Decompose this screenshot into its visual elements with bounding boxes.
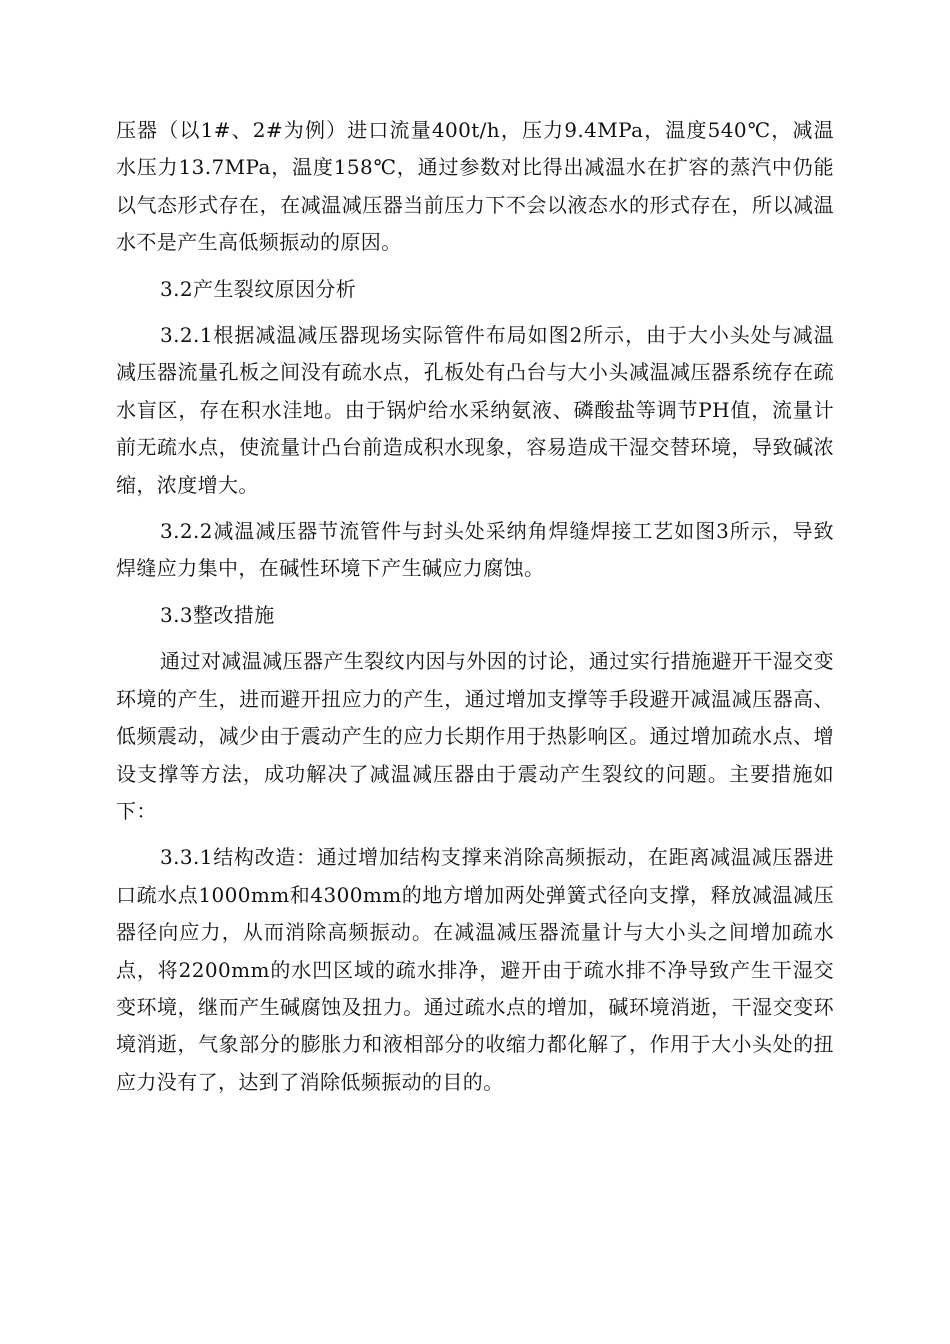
paragraph-body-continued: 压器（以1#、2#为例）进口流量400t/h，压力9.4MPa，温度540℃，减温水压力13.7MPa，温度158℃，通过参数对比得出减温水在扩容的蒸汽中仍能以气态形式存在，在减温减压器当前压力下不会以液态水的形式存在，所以减温水不是产生高低频振动的原因。	[116, 118, 834, 255]
paragraph-3-3-intro: 通过对减温减压器产生裂纹内因与外因的讨论，通过实行措施避开干湿交变环境的产生，进而避开扭应力的产生，通过增加支撑等手段避开减温减压器高、低频震动，减少由于震动产生的应力长期作用于热影响区。通过增加疏水点、增设支撑等方法，成功解决了减温减压器由于震动产生裂纹的问题。主要措施如下：	[116, 649, 834, 823]
section-heading-3-2: 3.2产生裂纹原因分析	[160, 276, 357, 301]
paragraph-3-3-1: 3.3.1结构改造：通过增加结构支撑来消除高频振动，在距离减温减压器进口疏水点1000mm和4300mm的地方增加两处弹簧式径向支撑，释放减温减压器径向应力，从而消除高频振动。在减温减压器流量计与大小头之间增加疏水点，将2200mm的水凹区域的疏水排净，避开由于疏水排不净导致产生干湿交变环境，继而产生碱腐蚀及扭力。通过疏水点的增加，碱环境消逝，干湿交变环境消逝，气象部分的膨胀力和液相部分的收缩力都化解了，作用于大小头处的扭应力没有了，达到了消除低频振动的目的。	[116, 845, 834, 1094]
paragraph-3-2-1: 3.2.1根据减温减压器现场实际管件布局如图2所示，由于大小头处与减温减压器流量孔板之间没有疏水点，孔板处有凸台与大小头减温减压器系统存在疏水盲区，存在积水洼地。由于锅炉给水采纳氨液、磷酸盐等调节PH值，流量计前无疏水点，使流量计凸台前造成积水现象，容易造成干湿交替环境，导致碱浓缩，浓度增大。	[116, 323, 834, 497]
section-heading-3-3: 3.3整改措施	[160, 602, 275, 627]
paragraph-3-2-2: 3.2.2减温减压器节流管件与封头处采纳角焊缝焊接工艺如图3所示，导致焊缝应力集中，在碱性环境下产生碱应力腐蚀。	[116, 519, 834, 581]
document-page	[116, 112, 834, 1101]
